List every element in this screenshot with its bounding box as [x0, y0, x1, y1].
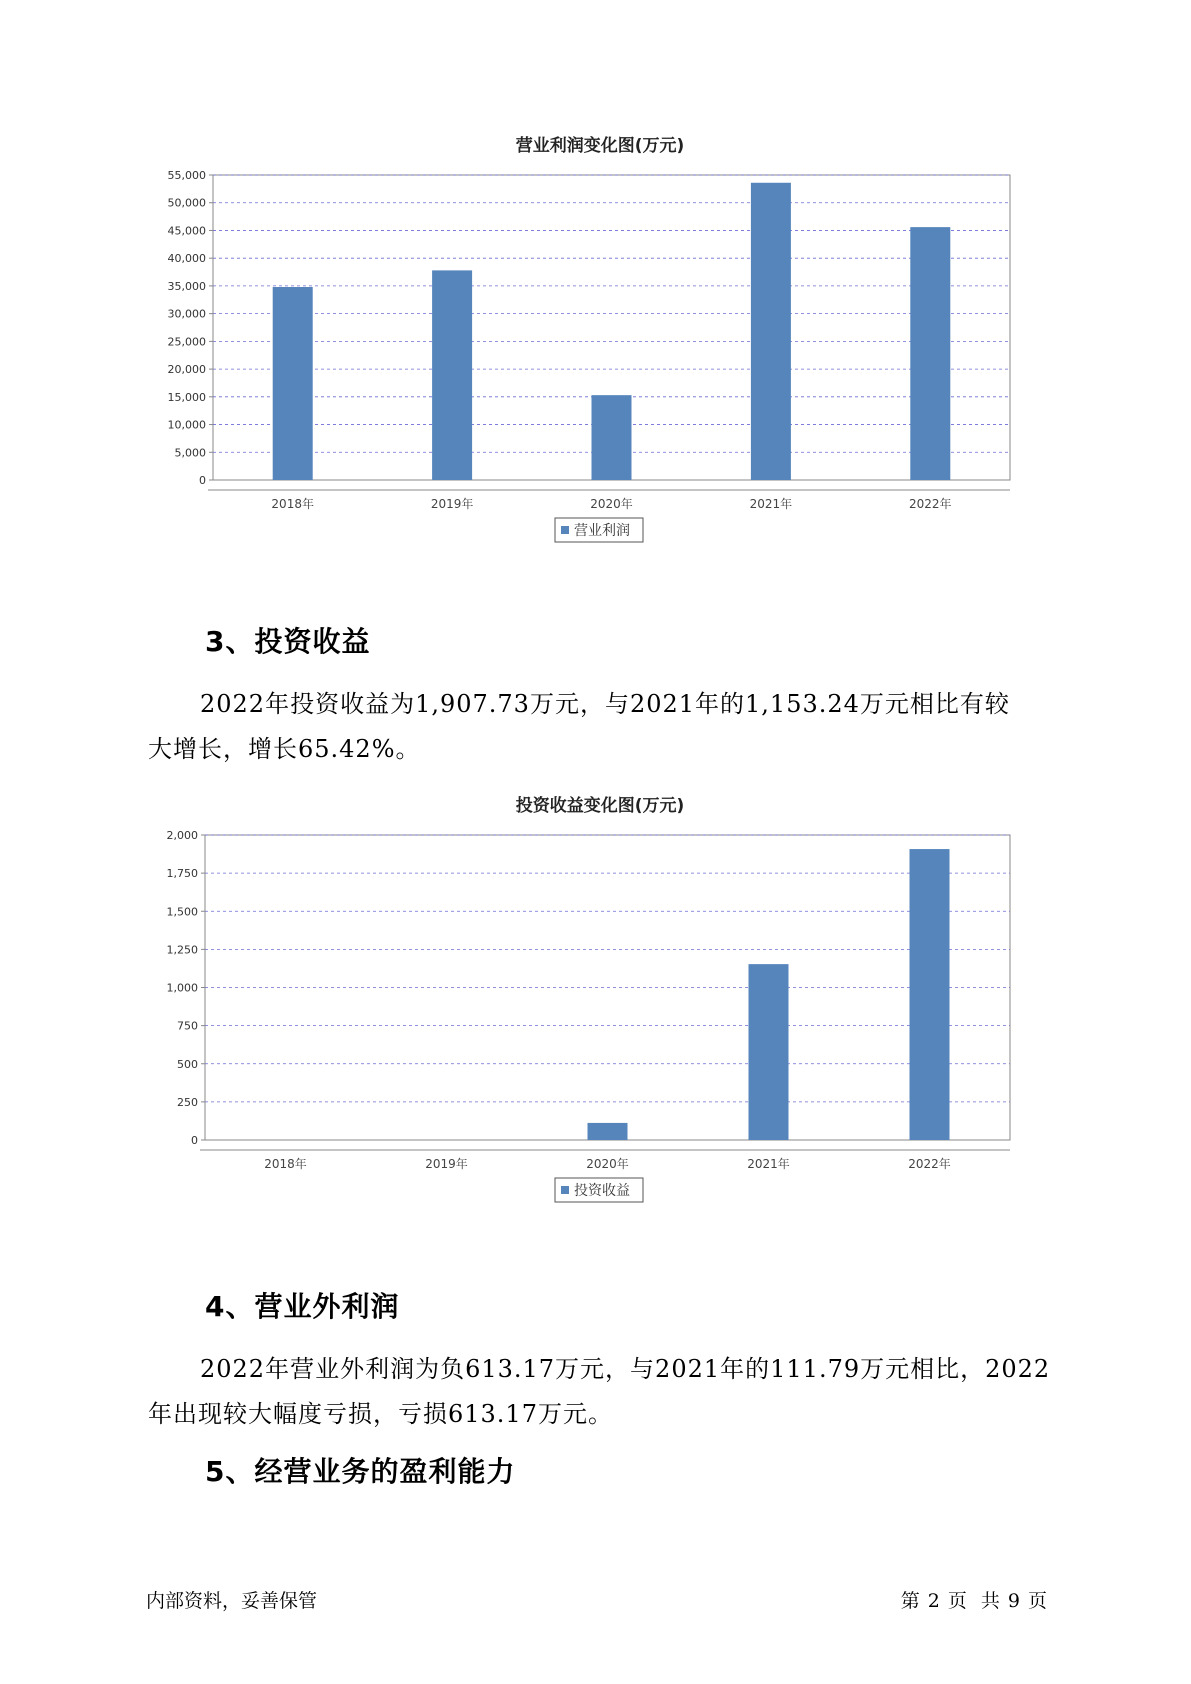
x-tick-label: 2018年	[271, 497, 314, 511]
paragraph-line: 年出现较大幅度亏损，亏损613.17万元。	[148, 1400, 613, 1428]
paragraph-line: 大增长，增长65.42%。	[148, 735, 421, 763]
x-tick-label: 2021年	[749, 497, 793, 511]
total-prefix: 共	[980, 1590, 1000, 1612]
y-tick-label: 750	[177, 1019, 198, 1033]
operating-profit-chart	[150, 130, 1030, 590]
total-pages: 9	[1007, 1590, 1020, 1612]
bar	[910, 849, 950, 1140]
x-tick-label: 2021年	[747, 1157, 790, 1171]
paragraph-line: 2022年营业外利润为负613.17万元，与2021年的111.79万元相比，2022	[200, 1355, 1051, 1383]
y-tick-label: 55,000	[167, 169, 206, 182]
y-tick-label: 1,000	[166, 981, 198, 995]
y-tick-label: 20,000	[167, 363, 206, 377]
x-tick-label: 2019年	[425, 1157, 468, 1171]
y-tick-label: 0	[199, 474, 206, 487]
bar	[588, 1123, 628, 1140]
y-tick-label: 40,000	[167, 252, 206, 266]
y-tick-label: 1,250	[166, 943, 198, 957]
total-suffix: 页	[1027, 1590, 1047, 1612]
section-heading-non-operating-profit: 4、营业外利润	[205, 1290, 400, 1323]
y-tick-label: 0	[191, 1134, 198, 1147]
y-tick-label: 10,000	[167, 418, 206, 432]
bar	[592, 395, 632, 480]
page-prefix: 第	[900, 1590, 920, 1612]
footer-confidential-note: 内部资料，妥善保管	[146, 1590, 318, 1612]
chart-title: 营业利润变化图(万元)	[515, 136, 685, 156]
x-tick-label: 2022年	[909, 497, 952, 511]
chart-title: 投资收益变化图(万元)	[515, 796, 685, 816]
section-heading-business-profitability: 5、经营业务的盈利能力	[205, 1455, 516, 1488]
x-tick-label: 2019年	[430, 497, 474, 511]
investment-income-paragraph	[148, 682, 1068, 772]
legend-label: 营业利润	[574, 523, 630, 539]
y-tick-label: 5,000	[174, 446, 206, 460]
footer-page-indicator	[897, 1586, 1051, 1613]
y-tick-label: 2,000	[166, 829, 198, 842]
section-heading-investment-income: 3、投资收益	[205, 625, 371, 658]
page-label: 页	[947, 1590, 967, 1612]
legend-label: 投资收益	[574, 1183, 630, 1199]
x-tick-label: 2020年	[590, 497, 633, 511]
y-tick-label: 1,500	[166, 905, 198, 919]
bar	[273, 287, 313, 480]
y-tick-label: 35,000	[167, 279, 206, 293]
y-tick-label: 15,000	[167, 390, 206, 404]
legend-swatch	[561, 1186, 569, 1194]
y-tick-label: 1,750	[166, 867, 198, 881]
page-number: 2	[927, 1590, 940, 1612]
bar	[749, 964, 789, 1140]
y-tick-label: 30,000	[167, 307, 206, 321]
x-tick-label: 2018年	[264, 1157, 307, 1171]
paragraph-line: 2022年投资收益为1,907.73万元，与2021年的1,153.24万元相比有较	[200, 690, 1010, 718]
legend-swatch	[561, 526, 569, 534]
operating-profit-chart-svg	[150, 130, 1030, 590]
x-tick-label: 2022年	[908, 1157, 951, 1171]
y-tick-label: 25,000	[167, 335, 206, 349]
non-operating-profit-paragraph	[148, 1347, 1068, 1437]
investment-income-chart-svg	[150, 790, 1030, 1250]
investment-income-chart	[150, 790, 1030, 1250]
y-tick-label: 500	[177, 1057, 198, 1071]
y-tick-label: 50,000	[167, 196, 206, 210]
x-tick-label: 2020年	[586, 1157, 629, 1171]
y-tick-label: 45,000	[167, 224, 206, 238]
bar	[910, 227, 950, 480]
bar	[432, 270, 472, 480]
bar	[751, 183, 791, 480]
y-tick-label: 250	[177, 1095, 198, 1109]
